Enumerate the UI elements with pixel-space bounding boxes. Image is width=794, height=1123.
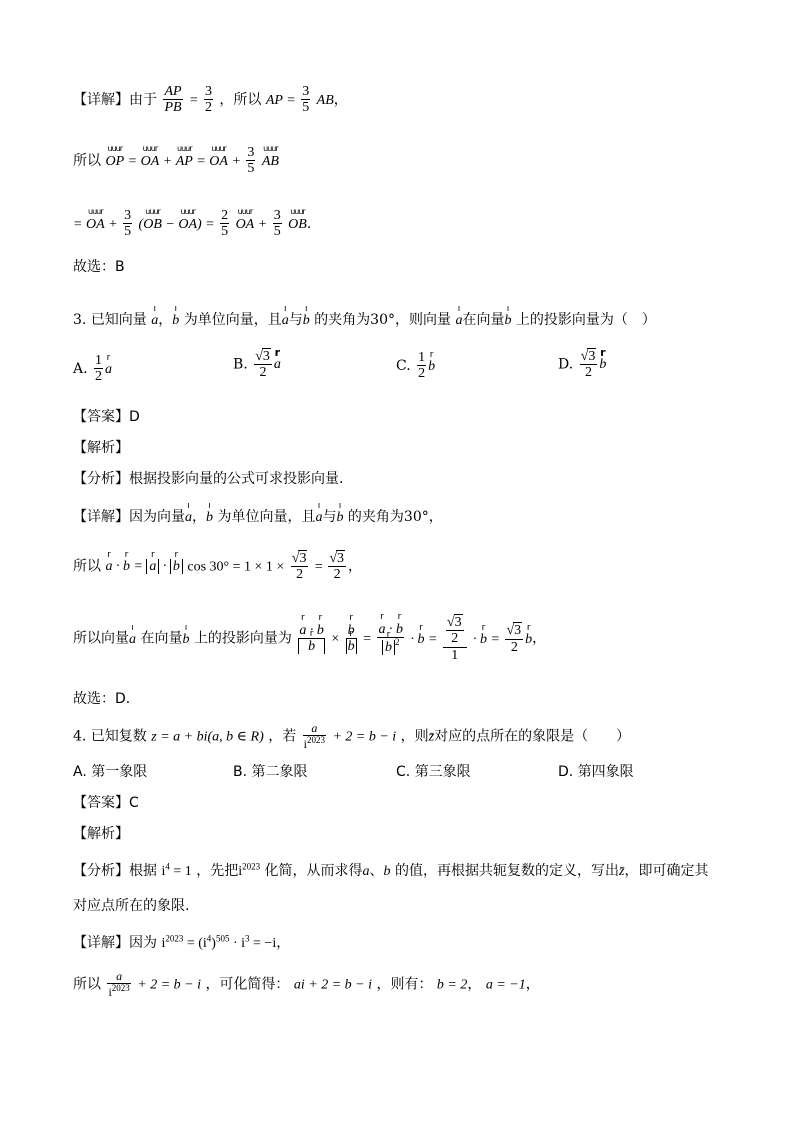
q3-detail: 【详解】因为向量ı a，ı b 为单位向量，且ı a与ı b 的夹角为30°，: [73, 506, 443, 526]
q2-text-so: ，所以: [219, 91, 262, 108]
q4-detail: 【详解】因为 $i^{2023} = (i^4)^{505} \cdot i^3 = -i$，: [73, 933, 291, 951]
q3-stem: 3. 已知向量 ı a，ı b 为单位向量，且ı a与ı b 的夹角为30°，则向量 ı a在向量ı b 上的投影向量为（ ）: [73, 309, 656, 329]
q3-analysis: 【分析】根据投影向量的公式可求投影向量.: [73, 471, 344, 487]
q4-complex-def: z = a + bi(a, b ∈ R): [151, 729, 264, 745]
q3-option-c: C. $\frac{1}{2}$ r b: [396, 350, 435, 382]
q2-detail-line: 【详解】由于 $\frac{AP}{PB}$ = $\frac{3}{2}$ ，所以 AP = $\frac{3}{5}$ AB，: [73, 84, 348, 116]
three-halves-fraction: $\frac{3}{2}$: [204, 84, 212, 116]
q4-analysis: 【分析】根据 $i^4 = 1$ ，先把$i^{2023}$ 化简，从而求得a、b 的值，再根据共轭复数的定义，写出z̄，即可确定其: [73, 861, 709, 879]
q4-option-a: A. 第一象限: [73, 764, 148, 780]
q4-option-c: C. 第三象限: [396, 764, 471, 780]
q2-conclusion: 故选：B: [73, 259, 125, 275]
q3-option-b: B. $\frac{√3}{2}$ r a: [233, 348, 281, 381]
q2-vector-line-2: = uuur OA + $\frac{3}{5}$ (uuur OB − uuur OA) = $\frac{2}{5}$ uuur OA + $\frac{3}{5}$ uuur OB.: [73, 208, 311, 240]
q4-analysis-line-2: 对应点所在的象限.: [73, 898, 190, 914]
q4-option-b: B. 第二象限: [233, 764, 308, 780]
q2-vector-line-1: 所以 uuur OP = uuur OA + uuur AP = uuur OA + $\frac{3}{5}$ uuur AB: [73, 145, 279, 177]
q3-option-d: D. $\frac{√3}{2}$ r b: [558, 348, 606, 381]
q4-final-line: 所以 $\frac{a}{i^{2023}}$ + 2 = b − i ，可化简得： ai + 2 = b − i ，则有： b = 2， a = −1，: [73, 969, 540, 1000]
q3-option-a: A. $\frac{1}{2}$ r a: [73, 353, 112, 385]
q4-answer: 【答案】C: [73, 795, 139, 811]
q4-option-d: D. 第四象限: [558, 764, 634, 780]
q2-line2-prefix: 所以: [73, 152, 101, 169]
q4-analysis-label: 【解析】: [73, 826, 129, 842]
q3-dot-product-line: 所以 r a · r b = r a · r b cos 30° = 1 × 1 × $\frac{√3}{2}$ = $\frac{√3}{2}$ ，: [73, 550, 362, 583]
ratio-fraction: $\frac{AP}{PB}$: [164, 84, 182, 116]
q2-detail-label: 【详解】由于: [73, 91, 157, 108]
q3-analysis-label: 【解析】: [73, 440, 129, 456]
q3-answer: 【答案】D: [73, 409, 140, 425]
q3-projection-line: 所以向量ı a 在向量ı b 上的投影向量为 r a · r b r b × r b r b = r a · r b r b $^2$ · r b = $\frac{\frac{√3}{2}}{1}$ · r b = $\frac{√3}{2}$ r b，: [73, 614, 546, 663]
q3-conclusion: 故选：D.: [73, 691, 131, 707]
q4-stem: 4. 已知复数 z = a + bi(a, b ∈ R) ，若 $\frac{a}{i^{2023}}$ + 2 = b − i ，则z̄对应的点所在的象限是（ ）: [73, 721, 631, 752]
